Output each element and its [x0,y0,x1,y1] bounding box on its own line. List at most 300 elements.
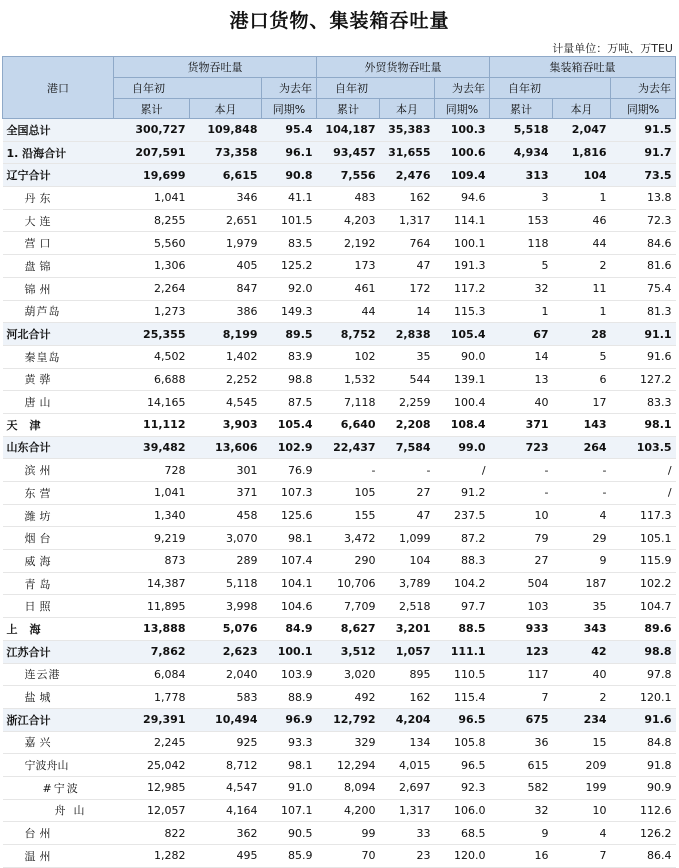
value-cell: 98.8 [262,368,317,391]
value-cell: 91.5 [611,119,676,142]
value-cell: 40 [553,663,611,686]
value-cell: 301 [190,459,262,482]
port-name-cell: 山东合计 [3,436,114,459]
value-cell: 73.5 [611,164,676,187]
value-cell: 123 [490,640,553,663]
port-name-cell: #宁波 [3,776,114,799]
value-cell: 675 [490,708,553,731]
value-cell: 2,208 [380,413,435,436]
value-cell: 107.3 [262,482,317,505]
table-row [3,754,676,777]
header-cumulative: 累计 [317,99,380,119]
value-cell: 90.8 [262,164,317,187]
value-cell: 120.1 [611,686,676,709]
port-name-cell: 天津 [3,413,114,436]
table-row [3,708,676,731]
table-row [3,141,676,164]
value-cell: 895 [380,663,435,686]
header-yoy: 为去年 [262,78,317,99]
header-cumulative: 累计 [490,99,553,119]
value-cell: 199 [553,776,611,799]
value-cell: 81.3 [611,300,676,323]
value-cell: 76.9 [262,459,317,482]
value-cell: 83.5 [262,232,317,255]
table-row [3,618,676,641]
value-cell: 15 [553,731,611,754]
value-cell: 36 [490,731,553,754]
value-cell: 120.0 [435,845,490,868]
value-cell: 7,118 [317,391,380,414]
table-row [3,640,676,663]
value-cell: 104 [553,164,611,187]
table-row [3,323,676,346]
value-cell: 75.4 [611,277,676,300]
value-cell: 5 [553,345,611,368]
value-cell: 102.2 [611,572,676,595]
value-cell: / [435,459,490,482]
value-cell: 209 [553,754,611,777]
port-name-cell: 盐城 [3,686,114,709]
value-cell: 7 [490,686,553,709]
value-cell: 873 [114,550,190,573]
value-cell: 264 [553,436,611,459]
value-cell: 40 [490,391,553,414]
unit-label: 计量单位：万吨、万TEU [552,42,673,55]
value-cell: 6 [553,368,611,391]
value-cell: 6,640 [317,413,380,436]
value-cell: 12,985 [114,776,190,799]
value-cell: 125.2 [262,255,317,278]
value-cell: 84.8 [611,731,676,754]
value-cell: 492 [317,686,380,709]
value-cell: 6,615 [190,164,262,187]
value-cell: 346 [190,187,262,210]
port-name-cell: 丹东 [3,187,114,210]
value-cell: 405 [190,255,262,278]
header-cumulative: 累计 [114,99,190,119]
value-cell: 87.2 [435,527,490,550]
value-cell: 143 [553,413,611,436]
value-cell: 88.9 [262,686,317,709]
value-cell: 313 [490,164,553,187]
port-name-cell: 营口 [3,232,114,255]
header-foreign-cargo: 外贸货物吞吐量 [317,57,490,78]
table-row [3,413,676,436]
value-cell: 290 [317,550,380,573]
value-cell: 32 [490,277,553,300]
port-name-cell: 江苏合计 [3,640,114,663]
value-cell: 17 [553,391,611,414]
value-cell: 91.2 [435,482,490,505]
value-cell: 83.3 [611,391,676,414]
table-row [3,482,676,505]
value-cell: 9 [490,822,553,845]
value-cell: 2,252 [190,368,262,391]
header-yoy: 为去年 [435,78,490,99]
value-cell: / [611,459,676,482]
value-cell: 3,070 [190,527,262,550]
port-name-cell: 滨州 [3,459,114,482]
value-cell: 329 [317,731,380,754]
value-cell: 73,358 [190,141,262,164]
value-cell: 12,057 [114,799,190,822]
table-row [3,164,676,187]
value-cell: 2,623 [190,640,262,663]
header-month: 本月 [553,99,611,119]
value-cell: 12,792 [317,708,380,731]
value-cell: 104,187 [317,119,380,142]
value-cell: 117 [490,663,553,686]
value-cell: 104.2 [435,572,490,595]
value-cell: 84.9 [262,618,317,641]
port-name-cell: 舟山 [3,799,114,822]
value-cell: 92.0 [262,277,317,300]
value-cell: 8,712 [190,754,262,777]
value-cell: 615 [490,754,553,777]
value-cell: 11 [553,277,611,300]
port-name-cell: 辽宁合计 [3,164,114,187]
value-cell: 13,888 [114,618,190,641]
value-cell: 3,020 [317,663,380,686]
value-cell: 25,042 [114,754,190,777]
value-cell: 22,437 [317,436,380,459]
value-cell: 300,727 [114,119,190,142]
value-cell: 93,457 [317,141,380,164]
value-cell: 1,057 [380,640,435,663]
value-cell: 237.5 [435,504,490,527]
value-cell: 1,041 [114,482,190,505]
value-cell: 99 [317,822,380,845]
port-name-cell: 秦皇岛 [3,345,114,368]
value-cell: 3,998 [190,595,262,618]
value-cell: 90.0 [435,345,490,368]
value-cell: 1,273 [114,300,190,323]
header-ytd: 自年初 [490,78,611,99]
value-cell: 115.4 [435,686,490,709]
value-cell: 925 [190,731,262,754]
value-cell: 70 [317,845,380,868]
value-cell: 207,591 [114,141,190,164]
table-row [3,345,676,368]
value-cell: 504 [490,572,553,595]
value-cell: 27 [380,482,435,505]
value-cell: 29 [553,527,611,550]
value-cell: 3,789 [380,572,435,595]
value-cell: 7,556 [317,164,380,187]
value-cell: 289 [190,550,262,573]
value-cell: 127.2 [611,368,676,391]
value-cell: 44 [317,300,380,323]
header-cargo: 货物吞吐量 [114,57,317,78]
value-cell: 101.5 [262,209,317,232]
value-cell: 89.5 [262,323,317,346]
value-cell: 100.6 [435,141,490,164]
value-cell: 764 [380,232,435,255]
value-cell: 91.0 [262,776,317,799]
value-cell: 5,076 [190,618,262,641]
value-cell: 847 [190,277,262,300]
value-cell: 583 [190,686,262,709]
header-ytd: 自年初 [114,78,262,99]
port-name-cell: 盘锦 [3,255,114,278]
value-cell: 91.6 [611,345,676,368]
value-cell: 1 [553,187,611,210]
value-cell: 2,697 [380,776,435,799]
value-cell: 14 [490,345,553,368]
value-cell: 4,203 [317,209,380,232]
value-cell: 3,201 [380,618,435,641]
value-cell: 108.4 [435,413,490,436]
value-cell: - [317,459,380,482]
value-cell: 4,545 [190,391,262,414]
value-cell: 125.6 [262,504,317,527]
value-cell: 88.5 [435,618,490,641]
value-cell: 115.3 [435,300,490,323]
value-cell: 42 [553,640,611,663]
value-cell: 155 [317,504,380,527]
value-cell: 4,200 [317,799,380,822]
value-cell: 85.9 [262,845,317,868]
value-cell: 139.1 [435,368,490,391]
port-name-cell: 1. 沿海合计 [3,141,114,164]
value-cell: 13 [490,368,553,391]
value-cell: 104.6 [262,595,317,618]
value-cell: 90.9 [611,776,676,799]
value-cell: 1,979 [190,232,262,255]
value-cell: 4,934 [490,141,553,164]
table-row [3,209,676,232]
value-cell: 72.3 [611,209,676,232]
port-name-cell: 葫芦岛 [3,300,114,323]
value-cell: 495 [190,845,262,868]
value-cell: 362 [190,822,262,845]
value-cell: 2,264 [114,277,190,300]
value-cell: 105.4 [262,413,317,436]
value-cell: 11,112 [114,413,190,436]
value-cell: 458 [190,504,262,527]
value-cell: 105.8 [435,731,490,754]
table-row [3,822,676,845]
header-container: 集装箱吞吐量 [490,57,676,78]
value-cell: 32 [490,799,553,822]
table-row [3,187,676,210]
value-cell: 102 [317,345,380,368]
value-cell: 103 [490,595,553,618]
port-name-cell: 嘉兴 [3,731,114,754]
value-cell: 12,294 [317,754,380,777]
value-cell: 91.7 [611,141,676,164]
table-row [3,663,676,686]
value-cell: 115.9 [611,550,676,573]
value-cell: 47 [380,504,435,527]
table-row [3,550,676,573]
table-row [3,504,676,527]
table-row [3,459,676,482]
table-row [3,799,676,822]
value-cell: 461 [317,277,380,300]
value-cell: 343 [553,618,611,641]
value-cell: 173 [317,255,380,278]
value-cell: 10,706 [317,572,380,595]
header-month: 本月 [380,99,435,119]
value-cell: 14,387 [114,572,190,595]
value-cell: 1 [490,300,553,323]
table-row [3,368,676,391]
value-cell: 93.3 [262,731,317,754]
header-yoy-pct: 同期% [262,99,317,119]
value-cell: 68.5 [435,822,490,845]
value-cell: 134 [380,731,435,754]
value-cell: 100.4 [435,391,490,414]
value-cell: 79 [490,527,553,550]
value-cell: 103.5 [611,436,676,459]
table-row [3,527,676,550]
header-port: 港口 [3,57,114,119]
value-cell: 1,306 [114,255,190,278]
value-cell: 8,752 [317,323,380,346]
value-cell: 98.1 [611,413,676,436]
value-cell: 386 [190,300,262,323]
value-cell: 99.0 [435,436,490,459]
table-row [3,277,676,300]
value-cell: 104.7 [611,595,676,618]
port-name-cell: 威海 [3,550,114,573]
value-cell: 1,778 [114,686,190,709]
value-cell: 100.1 [435,232,490,255]
value-cell: 162 [380,187,435,210]
value-cell: 44 [553,232,611,255]
value-cell: 14 [380,300,435,323]
value-cell: 16 [490,845,553,868]
value-cell: 29,391 [114,708,190,731]
value-cell: 2,651 [190,209,262,232]
value-cell: 98.1 [262,527,317,550]
value-cell: 126.2 [611,822,676,845]
value-cell: 10 [490,504,553,527]
value-cell: 97.8 [611,663,676,686]
table-header [3,57,676,119]
value-cell: 23 [380,845,435,868]
value-cell: 544 [380,368,435,391]
value-cell: 100.3 [435,119,490,142]
value-cell: 2 [553,686,611,709]
port-name-cell: 日照 [3,595,114,618]
value-cell: 723 [490,436,553,459]
value-cell: 187 [553,572,611,595]
value-cell: 111.1 [435,640,490,663]
value-cell: 28 [553,323,611,346]
value-cell: - [490,482,553,505]
value-cell: 67 [490,323,553,346]
value-cell: 4 [553,822,611,845]
port-name-cell: 大连 [3,209,114,232]
port-name-cell: 烟台 [3,527,114,550]
header-ytd: 自年初 [317,78,435,99]
value-cell: 2,259 [380,391,435,414]
value-cell: 81.6 [611,255,676,278]
value-cell: 162 [380,686,435,709]
value-cell: 2,192 [317,232,380,255]
table-row [3,686,676,709]
value-cell: 96.5 [435,708,490,731]
table-row [3,232,676,255]
value-cell: 104.1 [262,572,317,595]
value-cell: 149.3 [262,300,317,323]
value-cell: 104 [380,550,435,573]
value-cell: 13.8 [611,187,676,210]
value-cell: 1,340 [114,504,190,527]
value-cell: 107.1 [262,799,317,822]
value-cell: 96.5 [435,754,490,777]
value-cell: 153 [490,209,553,232]
port-name-cell: 锦州 [3,277,114,300]
value-cell: 4,015 [380,754,435,777]
value-cell: 96.9 [262,708,317,731]
value-cell: 106.0 [435,799,490,822]
port-name-cell: 台州 [3,822,114,845]
value-cell: - [553,482,611,505]
value-cell: 191.3 [435,255,490,278]
value-cell: 94.6 [435,187,490,210]
value-cell: 83.9 [262,345,317,368]
value-cell: 2,838 [380,323,435,346]
value-cell: 35 [380,345,435,368]
header-yoy-pct: 同期% [611,99,676,119]
value-cell: 234 [553,708,611,731]
value-cell: 105 [317,482,380,505]
value-cell: 109,848 [190,119,262,142]
port-name-cell: 潍坊 [3,504,114,527]
value-cell: 107.4 [262,550,317,573]
value-cell: 4 [553,504,611,527]
value-cell: 371 [490,413,553,436]
value-cell: - [490,459,553,482]
value-cell: 11,895 [114,595,190,618]
value-cell: 1,532 [317,368,380,391]
value-cell: 1 [553,300,611,323]
value-cell: 8,199 [190,323,262,346]
value-cell: - [380,459,435,482]
value-cell: 2,518 [380,595,435,618]
value-cell: 114.1 [435,209,490,232]
value-cell: 90.5 [262,822,317,845]
value-cell: 3,472 [317,527,380,550]
value-cell: 483 [317,187,380,210]
value-cell: 118 [490,232,553,255]
value-cell: - [553,459,611,482]
table-row [3,731,676,754]
value-cell: 2 [553,255,611,278]
value-cell: 582 [490,776,553,799]
port-name-cell: 全国总计 [3,119,114,142]
port-name-cell: 青岛 [3,572,114,595]
value-cell: 13,606 [190,436,262,459]
port-throughput-table [2,56,676,868]
table-row [3,776,676,799]
value-cell: 27 [490,550,553,573]
page-title: 港口货物、集装箱吞吐量 [229,10,450,32]
table-row [3,436,676,459]
value-cell: / [611,482,676,505]
port-name-cell: 宁波舟山 [3,754,114,777]
value-cell: 112.6 [611,799,676,822]
value-cell: 2,476 [380,164,435,187]
table-row [3,255,676,278]
value-cell: 25,355 [114,323,190,346]
value-cell: 7,862 [114,640,190,663]
value-cell: 33 [380,822,435,845]
value-cell: 3 [490,187,553,210]
